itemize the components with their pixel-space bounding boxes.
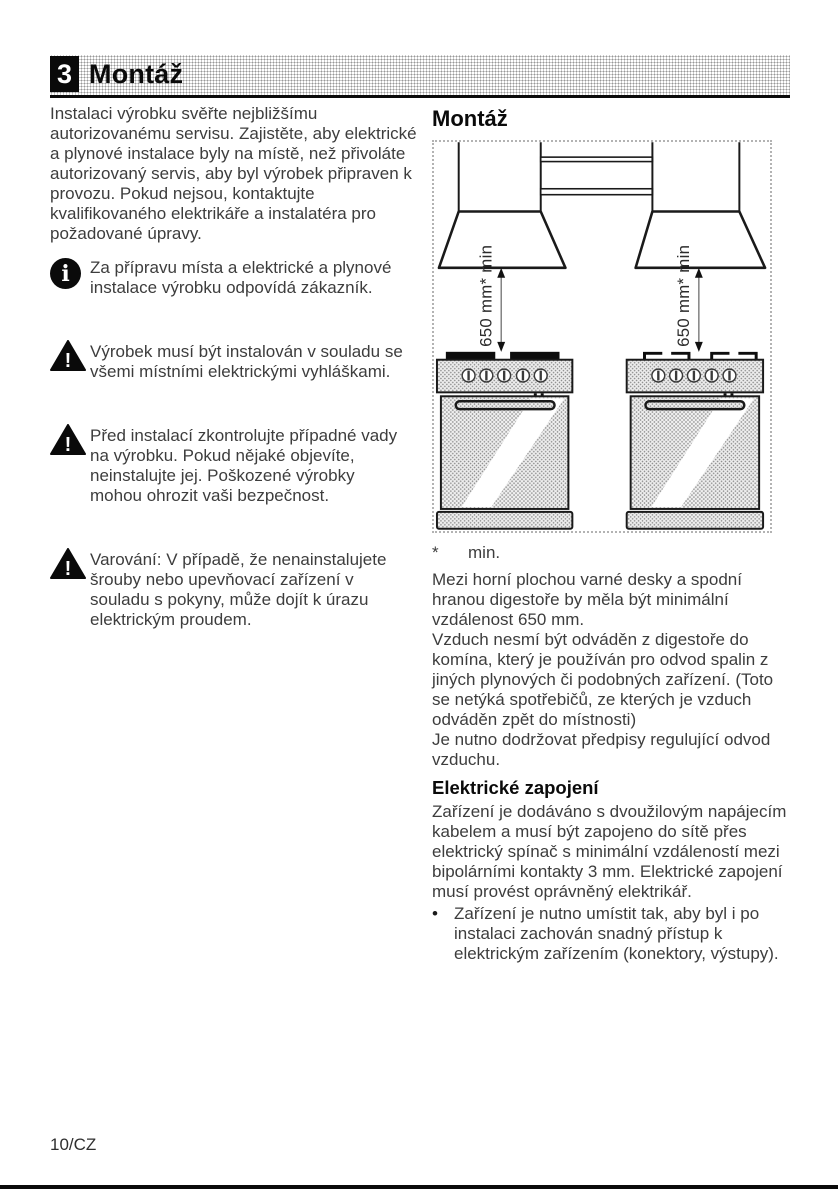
warning-note-text: Varování: V případě, že nenainstalujete šrouby nebo upevňovací zařízení v souladu s pokyny, může dojít k úrazu elektrickým proudem. xyxy=(90,550,387,629)
shelf-between-hoods xyxy=(541,157,653,195)
bottom-rule xyxy=(0,1185,838,1189)
montaz-heading: Montáž xyxy=(432,106,508,131)
right-column xyxy=(432,104,790,964)
burner-grate xyxy=(510,352,559,360)
electrical-heading: Elektrické zapojení xyxy=(432,777,599,798)
warning-exclamation: ! xyxy=(64,350,72,372)
arrow-down xyxy=(497,342,505,352)
diagram-footnote xyxy=(432,543,790,563)
left-column xyxy=(50,104,422,630)
dimension-label: 650 mm* min xyxy=(476,244,496,347)
storage-drawer xyxy=(437,512,572,529)
section-title: Montáž xyxy=(89,58,184,89)
bullet-item xyxy=(432,904,790,964)
arrow-up xyxy=(497,268,505,278)
oven-handle xyxy=(456,401,555,409)
warning-triangle-icon xyxy=(50,340,86,372)
page-number: 10/CZ xyxy=(50,1135,97,1154)
stove-left xyxy=(437,352,572,529)
info-note-text: Za přípravu místa a elektrické a plynové instalace výrobku odpovídá zákazník. xyxy=(90,258,392,297)
warning-note xyxy=(50,426,422,506)
info-note xyxy=(50,258,422,298)
warning-icon xyxy=(50,342,90,382)
storage-drawer xyxy=(627,512,763,529)
info-icon xyxy=(50,258,90,298)
installation-diagram xyxy=(432,140,772,533)
warning-icon xyxy=(50,550,90,630)
montaz-paragraph: Vzduch nesmí být odváděn z digestoře do komína, který je používán pro odvod spalin z jiných plynových či podobných zařízení. (Toto se netýká spotřebičů, ze kterých je vzduch odváděn zpět do místnosti) xyxy=(432,630,774,729)
warning-triangle-icon xyxy=(50,548,86,580)
warning-note xyxy=(50,342,422,382)
bullet-text: Zařízení je nutno umístit tak, aby byl i po instalaci zachován snadný přístup k elektrickým zařízením (konektory, výstupy). xyxy=(454,904,779,963)
warning-icon xyxy=(50,426,90,506)
warning-triangle-icon xyxy=(50,424,86,456)
burner-grate xyxy=(446,352,495,360)
warning-note xyxy=(50,550,422,630)
montaz-paragraph: Mezi horní plochou varné desky a spodní hranou digestoře by měla být minimální vzdálenost 650 mm. xyxy=(432,570,742,629)
footnote-text: min. xyxy=(468,543,501,562)
arrow-up xyxy=(695,268,703,278)
arrow-down xyxy=(695,342,703,352)
dimension-label: 650 mm* min xyxy=(673,244,693,347)
footnote-symbol: * xyxy=(432,543,439,562)
section-number-badge: 3 xyxy=(50,56,79,92)
info-icon-glyph: i xyxy=(50,258,81,289)
section-header-bar xyxy=(50,55,790,98)
bullet-marker: • xyxy=(432,904,438,923)
warning-note-text: Před instalací zkontrolujte případné vady na výrobku. Pokud nějaké objevíte, neinstalujte jej. Poškozené výrobky mohou ohrozit vaši bezpečnost. xyxy=(90,426,398,505)
montaz-paragraph: Je nutno dodržovat předpisy regulující odvod vzduchu. xyxy=(432,730,771,769)
oven-handle xyxy=(645,401,744,409)
warning-exclamation: ! xyxy=(64,434,72,456)
warning-note-text: Výrobek musí být instalován v souladu se všemi místními elektrickými vyhláškami. xyxy=(90,342,403,381)
range-hood-right xyxy=(636,142,765,268)
stove-right xyxy=(627,353,763,528)
electrical-paragraph: Zařízení je dodáváno s dvoužilovým napájecím kabelem a musí být zapojeno do sítě přes elektrický spínač s minimální vzdáleností mezi bipolárními kontakty 3 mm. Elektrické zapojení musí provést oprávněný elektrikář. xyxy=(432,802,787,901)
warning-exclamation: ! xyxy=(64,558,72,580)
installation-diagram-figure xyxy=(434,142,770,531)
intro-paragraph: Instalaci výrobku svěřte nejbližšímu autorizovanému servisu. Zajistěte, aby elektrické a plynové instalace byly na místě, než přivoláte autorizovaný servis, aby byl výrobek připraven k provozu. Pokud nejsou, kontaktujte kvalifikovaného elektrikáře a instalatéra pro požadované úpravy. xyxy=(50,104,417,243)
